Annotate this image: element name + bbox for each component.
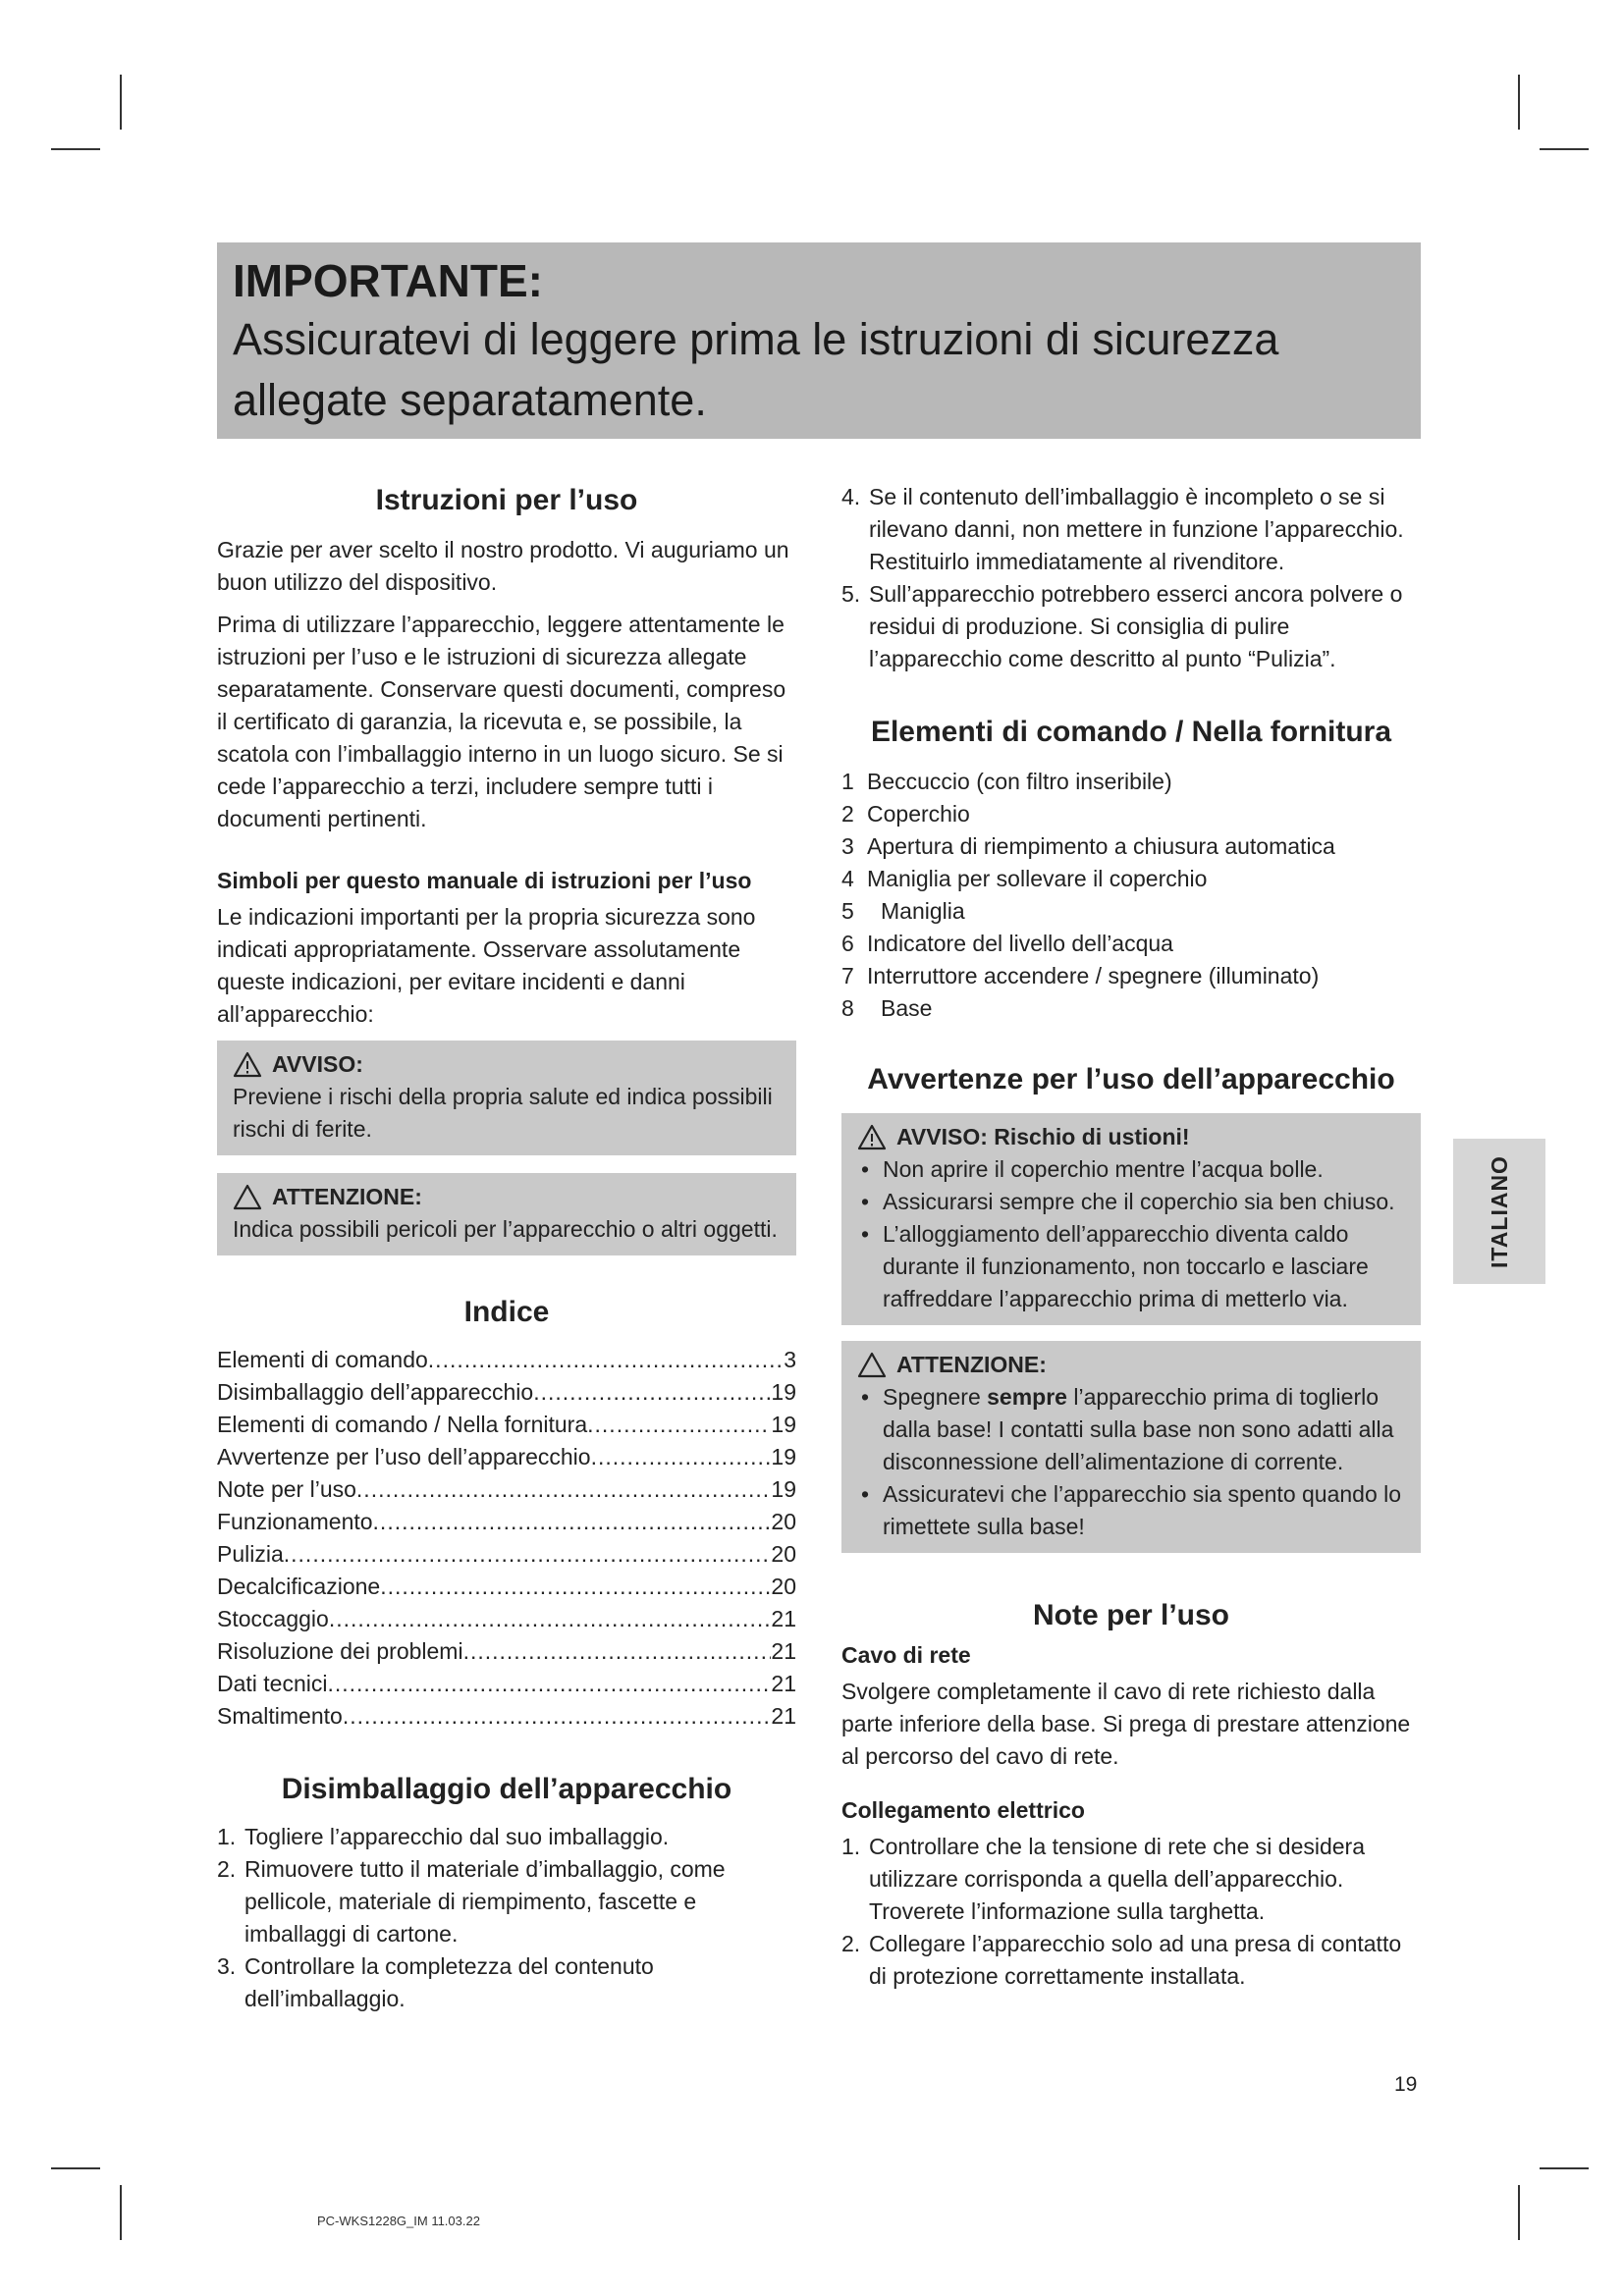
notes-heading: Note per l’uso xyxy=(1032,1599,1230,1631)
footer-code: PC-WKS1228G_IM 11.03.22 xyxy=(317,2214,480,2228)
intro-paragraph-2: Prima di utilizzare l’apparecchio, leggere attentamente le istruzioni per l’uso e le istruzioni di sicurezza allegate separatamente. Conservare questi documenti, compreso il certificato di garanzia, la ricevuta e, se possibile, la scatola con l’imballaggio interno in un luogo sicuro. Se si cede l’apparecchio a terzi, includere sempre tutti i documenti pertinenti. xyxy=(217,612,786,831)
page-number: 19 xyxy=(1394,2073,1418,2096)
list-item: 2 Coperchio xyxy=(841,801,970,827)
crop-mark xyxy=(1518,75,1520,130)
list-item: 2. Rimuovere tutto il materiale d’imballaggio, come pellicole, materiale di riempimento, fascette e imballaggi di cartone. xyxy=(217,1856,726,1947)
list-item: 3. Controllare la completezza del contenuto dell’imballaggio. xyxy=(217,1953,654,2011)
index-row[interactable]: Stoccaggio ..... 21 xyxy=(217,1603,796,1635)
index-row[interactable]: Avvertenze per l’uso dell’apparecchio ..... 19 xyxy=(217,1441,796,1473)
list-item: • L’alloggiamento dell’apparecchio diventa caldo durante il funzionamento, non toccarlo e lasciare raffreddare l’apparecchio prima di metterlo via. xyxy=(857,1218,1407,1315)
warning-triangle-icon xyxy=(857,1124,887,1150)
caution-triangle-icon xyxy=(857,1352,887,1378)
crop-mark xyxy=(1540,2167,1589,2169)
crop-mark xyxy=(51,148,100,150)
attenzione-box-title xyxy=(233,1181,783,1213)
list-item: 8 Base xyxy=(841,995,933,1021)
index-row[interactable]: Risoluzione dei problemi ..... 21 xyxy=(217,1635,796,1668)
unpack-list xyxy=(217,1821,796,2015)
attenzione-right-title xyxy=(857,1349,1407,1381)
index-heading: Indice xyxy=(463,1296,550,1328)
list-item: • Spegnere sempre l’apparecchio prima di toglierlo dalla base! I contatti sulla base non sono adatti alla disconnessione dell’alimentazione di corrente. xyxy=(857,1381,1407,1478)
index-row[interactable]: Elementi di comando / Nella fornitura ..... 19 xyxy=(217,1409,796,1441)
index-row[interactable]: Decalcificazione ..... 20 xyxy=(217,1571,796,1603)
list-item: 4. Se il contenuto dell’imballaggio è incompleto o se si rilevano danni, non mettere in funzione l’apparecchio. Restituirlo immediatamente al rivenditore. xyxy=(841,484,1404,574)
important-banner xyxy=(217,242,1421,439)
index-row[interactable]: Dati tecnici ..... 21 xyxy=(217,1668,796,1700)
attenzione-label: ATTENZIONE: xyxy=(272,1184,422,1209)
banner-text: Assicuratevi di leggere prima le istruzioni di sicurezza allegate separatamente. xyxy=(233,314,1279,425)
crop-mark xyxy=(1518,2185,1520,2240)
burn-warning-title xyxy=(857,1121,1407,1153)
crop-mark xyxy=(120,75,122,130)
cable-heading: Cavo di rete xyxy=(841,1642,971,1668)
unpack-list-continued xyxy=(841,481,1421,675)
avviso-text: Previene i rischi della propria salute ed indica possibili rischi di ferite. xyxy=(233,1084,773,1142)
list-item: • Assicurarsi sempre che il coperchio sia ben chiuso. xyxy=(857,1186,1407,1218)
attenzione-text: Indica possibili pericoli per l’apparecchio o altri oggetti. xyxy=(233,1216,778,1242)
parts-heading: Elementi di comando / Nella fornitura xyxy=(870,716,1392,748)
crop-mark xyxy=(1540,148,1589,150)
list-item: • Assicuratevi che l’apparecchio sia spento quando lo rimettete sulla base! xyxy=(857,1478,1407,1543)
list-item: 7 Interruttore accendere / spegnere (illuminato) xyxy=(841,963,1320,988)
avviso-box xyxy=(217,1041,796,1155)
index-row[interactable]: Note per l’uso ..... 19 xyxy=(217,1473,796,1506)
attenzione-right-list xyxy=(857,1381,1407,1543)
intro-paragraph-1: Grazie per aver scelto il nostro prodotto. Vi auguriamo un buon utilizzo del dispositivo. xyxy=(217,537,789,595)
attenzione-right-label: ATTENZIONE: xyxy=(896,1352,1047,1377)
index-row[interactable]: Pulizia ..... 20 xyxy=(217,1538,796,1571)
warning-triangle-icon xyxy=(233,1051,262,1078)
left-column xyxy=(217,481,796,2015)
burn-warning-list xyxy=(857,1153,1407,1315)
index-list xyxy=(217,1344,796,1733)
index-row[interactable]: Elementi di comando ..... 3 xyxy=(217,1344,796,1376)
list-item: 2. Collegare l’apparecchio solo ad una presa di contatto di protezione correttamente installata. xyxy=(841,1931,1402,1989)
symbols-paragraph: Le indicazioni importanti per la propria sicurezza sono indicati appropriatamente. Osservare assolutamente queste indicazioni, per evitare incidenti e danni all’apparecchio: xyxy=(217,904,756,1027)
avviso-label: AVVISO: xyxy=(272,1051,363,1077)
list-item: 1. Togliere l’apparecchio dal suo imballaggio. xyxy=(217,1824,670,1849)
list-item: 1 Beccuccio (con filtro inseribile) xyxy=(841,769,1172,794)
attenzione-right-box xyxy=(841,1341,1421,1553)
language-tab-label: ITALIANO xyxy=(1486,1154,1512,1268)
attenzione-box xyxy=(217,1173,796,1255)
symbols-heading: Simboli per questo manuale di istruzioni per l’uso xyxy=(217,868,752,893)
unpack-heading: Disimballaggio dell’apparecchio xyxy=(281,1773,732,1805)
index-row[interactable]: Disimballaggio dell’apparecchio ..... 19 xyxy=(217,1376,796,1409)
parts-list xyxy=(841,766,1421,1025)
list-item: 1. Controllare che la tensione di rete che si desidera utilizzare corrisponda a quella dell’apparecchio. Troverete l’informazione sulla targhetta. xyxy=(841,1834,1366,1924)
electrical-list xyxy=(841,1831,1421,1993)
right-column xyxy=(841,481,1421,1993)
electrical-heading: Collegamento elettrico xyxy=(841,1797,1085,1823)
index-row[interactable]: Smaltimento ..... 21 xyxy=(217,1700,796,1733)
index-row[interactable]: Funzionamento ..... 20 xyxy=(217,1506,796,1538)
list-item: 6 Indicatore del livello dell’acqua xyxy=(841,931,1173,956)
list-item: 3 Apertura di riempimento a chiusura automatica xyxy=(841,833,1335,859)
warnings-heading: Avvertenze per l’uso dell’apparecchio xyxy=(867,1063,1395,1095)
list-item: • Non aprire il coperchio mentre l’acqua bolle. xyxy=(857,1153,1407,1186)
caution-triangle-icon xyxy=(233,1184,262,1210)
cable-paragraph: Svolgere completamente il cavo di rete richiesto dalla parte inferiore della base. Si prega di prestare attenzione al percorso del cavo di rete. xyxy=(841,1679,1411,1769)
instructions-heading: Istruzioni per l’uso xyxy=(375,484,638,516)
burn-warning-box xyxy=(841,1113,1421,1325)
language-tab xyxy=(1453,1139,1545,1284)
list-item: 4 Maniglia per sollevare il coperchio xyxy=(841,866,1208,891)
banner-title: IMPORTANTE: xyxy=(233,255,544,306)
list-item: 5 Maniglia xyxy=(841,898,965,924)
crop-mark xyxy=(120,2185,122,2240)
avviso-box-title xyxy=(233,1048,783,1081)
burn-warning-label: AVVISO: Rischio di ustioni! xyxy=(896,1124,1190,1149)
list-item: 5. Sull’apparecchio potrebbero esserci ancora polvere o residui di produzione. Si consiglia di pulire l’apparecchio come descritto al punto “Pulizia”. xyxy=(841,581,1403,671)
crop-mark xyxy=(51,2167,100,2169)
